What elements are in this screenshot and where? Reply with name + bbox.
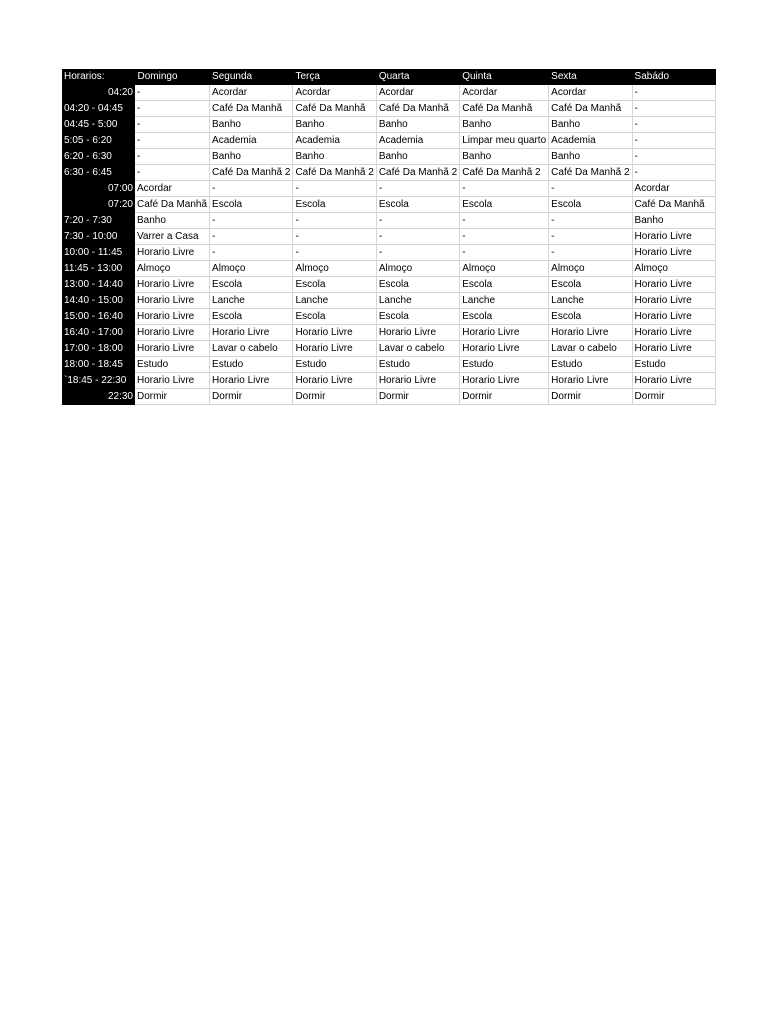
table-row xyxy=(62,196,715,212)
activity-cell: Lanche xyxy=(460,292,549,308)
activity-cell: - xyxy=(210,244,293,260)
time-cell: 6:30 - 6:45 xyxy=(62,164,135,180)
activity-cell: Acordar xyxy=(376,85,459,101)
activity-cell: Café Da Manhã 2 xyxy=(549,164,632,180)
activity-cell: Dormir xyxy=(460,388,549,404)
activity-cell: - xyxy=(460,228,549,244)
activity-cell: Estudo xyxy=(376,356,459,372)
activity-cell: Varrer a Casa xyxy=(135,228,210,244)
activity-cell: Banho xyxy=(210,148,293,164)
activity-cell: - xyxy=(549,212,632,228)
activity-cell: - xyxy=(460,244,549,260)
time-cell: 6:20 - 6:30 xyxy=(62,148,135,164)
activity-cell: Escola xyxy=(210,196,293,212)
activity-cell: - xyxy=(632,100,715,116)
activity-cell: Horario Livre xyxy=(632,372,715,388)
weekly-schedule-table xyxy=(62,69,716,405)
table-row xyxy=(62,148,715,164)
table-row xyxy=(62,244,715,260)
activity-cell: Banho xyxy=(549,148,632,164)
activity-cell: - xyxy=(632,132,715,148)
activity-cell: Banho xyxy=(376,116,459,132)
time-cell: 04:20 xyxy=(62,85,135,101)
activity-cell: Escola xyxy=(293,276,376,292)
time-cell: 07:00 xyxy=(62,180,135,196)
header-cell: Horarios: xyxy=(62,69,135,85)
activity-cell: Banho xyxy=(135,212,210,228)
table-row xyxy=(62,292,715,308)
activity-cell: Dormir xyxy=(376,388,459,404)
activity-cell: Escola xyxy=(376,308,459,324)
activity-cell: - xyxy=(460,212,549,228)
activity-cell: Almoço xyxy=(293,260,376,276)
activity-cell: Horario Livre xyxy=(632,308,715,324)
activity-cell: Horario Livre xyxy=(632,324,715,340)
time-cell: 22:30 xyxy=(62,388,135,404)
activity-cell: Almoço xyxy=(632,260,715,276)
time-cell: 07:20 xyxy=(62,196,135,212)
table-row xyxy=(62,340,715,356)
activity-cell: Lavar o cabelo xyxy=(376,340,459,356)
activity-cell: Banho xyxy=(293,148,376,164)
time-cell: 11:45 - 13:00 xyxy=(62,260,135,276)
activity-cell: Horario Livre xyxy=(135,276,210,292)
table-row xyxy=(62,180,715,196)
activity-cell: Horario Livre xyxy=(293,372,376,388)
activity-cell: - xyxy=(135,100,210,116)
activity-cell: Café Da Manhã xyxy=(460,100,549,116)
time-cell: 15:00 - 16:40 xyxy=(62,308,135,324)
time-cell: 13:00 - 14:40 xyxy=(62,276,135,292)
activity-cell: - xyxy=(293,180,376,196)
activity-cell: Escola xyxy=(460,196,549,212)
activity-cell: - xyxy=(632,85,715,101)
activity-cell: Acordar xyxy=(293,85,376,101)
activity-cell: Horario Livre xyxy=(632,292,715,308)
header-cell: Segunda xyxy=(210,69,293,85)
activity-cell: Banho xyxy=(210,116,293,132)
table-row xyxy=(62,276,715,292)
activity-cell: - xyxy=(632,164,715,180)
activity-cell: Horario Livre xyxy=(135,292,210,308)
time-cell: 04:45 - 5:00 xyxy=(62,116,135,132)
activity-cell: Academia xyxy=(376,132,459,148)
header-row xyxy=(62,69,715,85)
activity-cell: Estudo xyxy=(210,356,293,372)
activity-cell: Café Da Manhã xyxy=(210,100,293,116)
activity-cell: Almoço xyxy=(135,260,210,276)
activity-cell: Café Da Manhã xyxy=(632,196,715,212)
activity-cell: Banho xyxy=(293,116,376,132)
activity-cell: - xyxy=(549,244,632,260)
activity-cell: - xyxy=(632,116,715,132)
activity-cell: Horario Livre xyxy=(135,324,210,340)
activity-cell: - xyxy=(376,212,459,228)
schedule-body xyxy=(62,85,715,405)
activity-cell: Acordar xyxy=(210,85,293,101)
time-cell: 14:40 - 15:00 xyxy=(62,292,135,308)
activity-cell: Escola xyxy=(376,196,459,212)
activity-cell: - xyxy=(135,116,210,132)
activity-cell: Banho xyxy=(376,148,459,164)
activity-cell: Lanche xyxy=(210,292,293,308)
activity-cell: - xyxy=(210,212,293,228)
activity-cell: Dormir xyxy=(549,388,632,404)
activity-cell: Dormir xyxy=(632,388,715,404)
activity-cell: Almoço xyxy=(376,260,459,276)
activity-cell: Banho xyxy=(549,116,632,132)
table-row xyxy=(62,388,715,404)
table-row xyxy=(62,324,715,340)
activity-cell: Escola xyxy=(460,276,549,292)
activity-cell: - xyxy=(632,148,715,164)
activity-cell: Acordar xyxy=(632,180,715,196)
time-cell: 7:30 - 10:00 xyxy=(62,228,135,244)
activity-cell: Dormir xyxy=(293,388,376,404)
activity-cell: - xyxy=(210,180,293,196)
activity-cell: Academia xyxy=(210,132,293,148)
time-cell: 7:20 - 7:30 xyxy=(62,212,135,228)
time-cell: `18:45 - 22:30 xyxy=(62,372,135,388)
time-cell: 16:40 - 17:00 xyxy=(62,324,135,340)
activity-cell: Acordar xyxy=(549,85,632,101)
activity-cell: Horario Livre xyxy=(376,372,459,388)
activity-cell: - xyxy=(293,244,376,260)
activity-cell: Almoço xyxy=(460,260,549,276)
table-row xyxy=(62,308,715,324)
activity-cell: Escola xyxy=(293,308,376,324)
activity-cell: Almoço xyxy=(210,260,293,276)
activity-cell: Academia xyxy=(549,132,632,148)
activity-cell: Almoço xyxy=(549,260,632,276)
activity-cell: Escola xyxy=(549,276,632,292)
table-row xyxy=(62,85,715,101)
activity-cell: Escola xyxy=(293,196,376,212)
activity-cell: Horario Livre xyxy=(135,308,210,324)
activity-cell: Estudo xyxy=(632,356,715,372)
activity-cell: Lanche xyxy=(549,292,632,308)
activity-cell: Dormir xyxy=(210,388,293,404)
time-cell: 04:20 - 04:45 xyxy=(62,100,135,116)
activity-cell: - xyxy=(549,228,632,244)
activity-cell: Horario Livre xyxy=(135,340,210,356)
activity-cell: - xyxy=(376,244,459,260)
activity-cell: - xyxy=(376,228,459,244)
activity-cell: Horario Livre xyxy=(632,340,715,356)
activity-cell: Escola xyxy=(376,276,459,292)
table-row xyxy=(62,116,715,132)
activity-cell: Banho xyxy=(460,116,549,132)
table-row xyxy=(62,100,715,116)
activity-cell: - xyxy=(135,164,210,180)
activity-cell: - xyxy=(135,148,210,164)
activity-cell: Academia xyxy=(293,132,376,148)
header-cell: Terça xyxy=(293,69,376,85)
activity-cell: Lanche xyxy=(376,292,459,308)
activity-cell: - xyxy=(135,85,210,101)
header-cell: Sabádo xyxy=(632,69,715,85)
activity-cell: Horario Livre xyxy=(460,324,549,340)
activity-cell: Estudo xyxy=(460,356,549,372)
activity-cell: Dormir xyxy=(135,388,210,404)
activity-cell: Horario Livre xyxy=(293,324,376,340)
activity-cell: Lavar o cabelo xyxy=(210,340,293,356)
activity-cell: Limpar meu quarto xyxy=(460,132,549,148)
activity-cell: Horario Livre xyxy=(632,276,715,292)
table-row xyxy=(62,260,715,276)
activity-cell: Escola xyxy=(460,308,549,324)
activity-cell: Café Da Manhã 2 xyxy=(210,164,293,180)
activity-cell: Horario Livre xyxy=(210,372,293,388)
time-cell: 18:00 - 18:45 xyxy=(62,356,135,372)
activity-cell: Estudo xyxy=(293,356,376,372)
activity-cell: Horario Livre xyxy=(293,340,376,356)
activity-cell: Lavar o cabelo xyxy=(549,340,632,356)
activity-cell: Horario Livre xyxy=(376,324,459,340)
activity-cell: Escola xyxy=(210,276,293,292)
activity-cell: Horario Livre xyxy=(460,372,549,388)
activity-cell: - xyxy=(293,212,376,228)
activity-cell: Horario Livre xyxy=(135,244,210,260)
activity-cell: Café Da Manhã xyxy=(549,100,632,116)
activity-cell: - xyxy=(293,228,376,244)
activity-cell: Estudo xyxy=(549,356,632,372)
activity-cell: Lanche xyxy=(293,292,376,308)
activity-cell: - xyxy=(376,180,459,196)
activity-cell: Horario Livre xyxy=(549,372,632,388)
activity-cell: Horario Livre xyxy=(460,340,549,356)
activity-cell: - xyxy=(460,180,549,196)
activity-cell: Estudo xyxy=(135,356,210,372)
time-cell: 17:00 - 18:00 xyxy=(62,340,135,356)
activity-cell: Horario Livre xyxy=(632,228,715,244)
activity-cell: Horario Livre xyxy=(135,372,210,388)
activity-cell: Café Da Manhã xyxy=(135,196,210,212)
activity-cell: Café Da Manhã 2 xyxy=(376,164,459,180)
activity-cell: - xyxy=(135,132,210,148)
activity-cell: Café Da Manhã xyxy=(293,100,376,116)
activity-cell: Acordar xyxy=(135,180,210,196)
activity-cell: - xyxy=(549,180,632,196)
activity-cell: Café Da Manhã 2 xyxy=(293,164,376,180)
table-row xyxy=(62,164,715,180)
activity-cell: Horario Livre xyxy=(549,324,632,340)
table-row xyxy=(62,132,715,148)
activity-cell: Café Da Manhã xyxy=(376,100,459,116)
header-cell: Sexta xyxy=(549,69,632,85)
header-cell: Domingo xyxy=(135,69,210,85)
activity-cell: Horario Livre xyxy=(632,244,715,260)
activity-cell: Escola xyxy=(549,196,632,212)
header-cell: Quinta xyxy=(460,69,549,85)
table-row xyxy=(62,212,715,228)
activity-cell: Horario Livre xyxy=(210,324,293,340)
header-cell: Quarta xyxy=(376,69,459,85)
activity-cell: Café Da Manhã 2 xyxy=(460,164,549,180)
activity-cell: Acordar xyxy=(460,85,549,101)
activity-cell: - xyxy=(210,228,293,244)
activity-cell: Banho xyxy=(632,212,715,228)
time-cell: 10:00 - 11:45 xyxy=(62,244,135,260)
table-row xyxy=(62,228,715,244)
activity-cell: Escola xyxy=(549,308,632,324)
activity-cell: Banho xyxy=(460,148,549,164)
time-cell: 5:05 - 6:20 xyxy=(62,132,135,148)
table-row xyxy=(62,372,715,388)
table-row xyxy=(62,356,715,372)
activity-cell: Escola xyxy=(210,308,293,324)
